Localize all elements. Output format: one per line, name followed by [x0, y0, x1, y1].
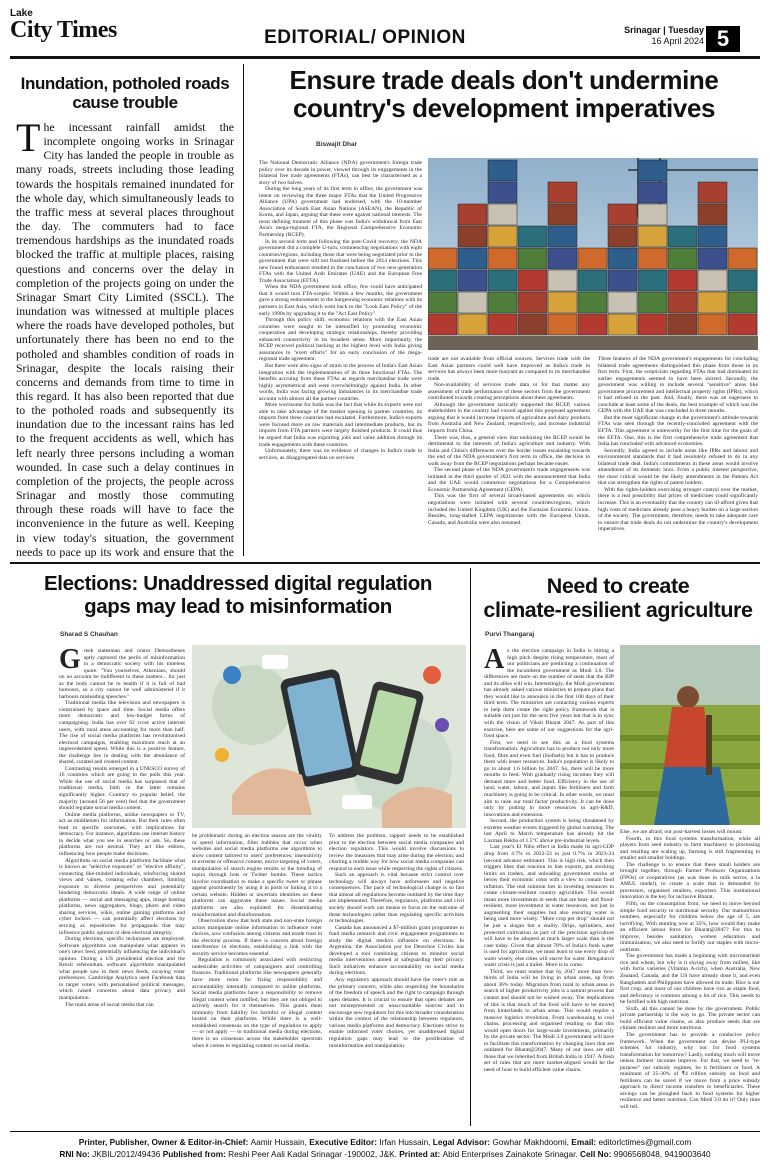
shipping-container — [638, 226, 667, 247]
paragraph: This was the first of several broad-based agreements on which negotiations were initiated with several countries/regions, which included the United Kingdom (UK) and the Eurasian Economic Union. Besides, long-stalled CEPA negotiations with the European Union, Canada, and Australia were also resumed. — [428, 493, 590, 526]
climate-col1-text — [484, 648, 614, 1074]
shipping-container — [518, 270, 547, 291]
paragraph: When the NDA government took office, few could have anticipated that it would turn FTA-sceptic. Within a few months, the government gave a strong endorsement to the burgeoning economic relations with its partners in East Asia, which went back to the "Look East Policy" of the early 1990s by upgrading it to the "Act East Policy". — [259, 284, 422, 317]
shipping-container — [578, 270, 607, 291]
shipping-container — [608, 226, 637, 247]
paragraph: To address the problem, rapport needs to be established prior to the election between social media companies and election regulators. This would involve discussions to review the measures that may arise during the election, and charting a middle way for how social media companies can respond to each issue while respecting the rights of citizens. — [329, 833, 464, 872]
page-number: 5 — [706, 26, 740, 52]
shipping-container — [608, 270, 637, 291]
paragraph: Fifth, on the consumption front, we need to move beyond simple food security to nutritional security. Our malnutrition numbers, especially for children below the age of 5, are horrifying. With stunting now at 35%, how would they make an efficient labour force for Bharat@2047? For this to improve, besides sanitation, women education and immunisation, we also need to fortify our staples with micro-nutrients. — [620, 901, 760, 953]
paragraph: Online media platforms, unlike newspapers or TV, act as middlemen for information. But their rules often lead to specific outcomes, with implications for democracy. For instance, algorithms use internet history to decide what you see in searches or ads. So, these platforms are not neutral. They act like editors, influencing how people make decisions. — [59, 811, 185, 857]
shipping-container — [428, 248, 457, 269]
trade-col2-text — [428, 356, 590, 526]
climate-headline-line2: climate-resilient agriculture — [483, 598, 753, 622]
shipping-container — [458, 248, 487, 269]
shipping-container — [488, 160, 517, 181]
shipping-container — [488, 248, 517, 269]
exec-editor-label: Executive Editor: — [306, 1137, 380, 1147]
trade-headline-line2: country's development imperatives — [292, 93, 716, 123]
elections-headline — [12, 572, 464, 618]
paragraph: Any regulatory approach should have the voter's role as the primary concern, while also respecting the boundaries of the freedom of speech and the right to campaign through open debates. It is crucial to ensure that open debates are not misrepresented or unaccountable sources and to encourage new regulators for this into broader consideration within the context of the relationship between regulators, various media platforms and democracy. Elections strive to enable informed voter choices, yet unaddressed digital regulation gaps may lead to the proliferation of misinformation and manipulation. — [329, 977, 464, 1049]
paragraph: Last year's El Niño effect in India made its agri-GDP drop from 4.7% in 2022-23 to just 0.7% in 2023-24 (second advance estimate). This is high risk, which then triggers likes that reaction to ban exports, put stocking limits on traders, and unloading government stocks at below their economic costs with a view to contain food inflation. The real solution lies in investing resources to create climate-resilient country agriculture. This would mean more investments in seeds that are heat- and flood-resilient, more investment in water resources, not just in augmenting their supplies but also ensuring water is being used more wisely. "More crop per drop" should not be just a slogan but a reality. Drips, sprinklers, and protected cultivation as part of the precision agriculture will have to be adopted at much larger scale than is the case today. Given that almost 78% of India's fresh water is used for agriculture, we must learn to use every drop of water wisely, else cities will starve for water. Bengaluru's water crisis is just a trailer. More is to come. — [484, 844, 614, 969]
logo-small-text: Lake — [10, 8, 33, 19]
elections-col1-text — [59, 648, 185, 1008]
inundation-headline: Inundation, potholed roads cause trouble — [20, 74, 230, 112]
shipping-container — [698, 292, 727, 313]
shipping-container — [488, 204, 517, 225]
rni-number: JKBIL/2012/49436 — [92, 1149, 161, 1159]
shipping-container — [548, 314, 577, 335]
shipping-container — [638, 182, 667, 203]
elections-column-3 — [329, 833, 464, 1126]
climate-headline — [476, 574, 760, 622]
elections-headline-line1: Elections: Unaddressed digital regulation — [44, 572, 432, 595]
climate-column-1 — [484, 648, 614, 1126]
elections-byline: Sharad S Chauhan — [60, 631, 118, 638]
paragraph: Non-availability of services trade data or for that matter any assessment of trade performance of these sectors from the government contributed towards creating perceptions about these agreements. — [428, 382, 590, 402]
shipping-container — [728, 270, 757, 291]
shipping-container — [698, 182, 727, 203]
elections-column-2 — [192, 833, 322, 1126]
elections-dropcap: G — [59, 648, 81, 675]
shipping-container — [458, 270, 487, 291]
shipping-container — [548, 182, 577, 203]
paragraph: There was, thus, a general view that endorsing the RCEP would be detrimental to the interests of India's agriculture and industry. With India and China's differences over the border issues escalating towards the end of the NDA government's first term in office, the decision to walk away from the RCEP negotiations perhaps became easier. — [428, 434, 590, 467]
shipping-container — [638, 160, 667, 181]
published-from-address: Reshi Peer Aali Kadal Srinagar -190002, J&K. — [228, 1149, 397, 1159]
shipping-container — [548, 248, 577, 269]
dateline — [618, 25, 704, 46]
trade-column-1 — [259, 160, 422, 557]
shipping-container — [548, 292, 577, 313]
publisher-label: Printer, Publisher, Owner & Editor-in-Chief: — [78, 1137, 251, 1147]
shipping-container — [488, 182, 517, 203]
paragraph: Canada has announced a $7-million grant programme to fund media research and civic engagement programmes to study the digital media's influence on elections. In Argentina, the Association por los Derechos Civiles has developed a tool combining citizens to monitor social media interventions aimed at safeguarding their privacy. Such initiatives enhance accountability on social media during elections. — [329, 924, 464, 977]
paragraph: The government has made a beginning with micronutrient rice and wheat, but why is it shying away from millets, like with fortis varieties (Vitamin A-rich), when Australia, New Zealand, Canada, and the US have already done it, and even Bangladesh and Philippines have allowed its trade. Rice is our first crop, and most of our children have rice as staple food, and deficiency is common among a lot of rice. This needs to be fortified with high nutrition. — [620, 953, 760, 1006]
paragraph: s the election campaign in India is hitting a high pitch despite rising temperature, most of our politicians are predicting a continuation of the incumbent government as Modi 3.0. The differences are more on the number of seats that the BJP and its allies will win. Interestingly, the Modi government has already asked various ministries to prepare plans that they would like to announce in the first 100 days of their third term. The ministries are contacting various experts to help them create the right policy framework that is suitable not just for the next five years but that is in sync with the vision of Viksit Bharat 2047. As part of this exercise, here are some of our suggestions for the agri-food space. — [484, 648, 614, 740]
trade-column-2 — [428, 356, 590, 556]
paragraph: Through this policy shift, economic relations with the East Asian countries were sought to be intensified by promoting economic cooperation and developing strategic relationships, thereby providing enhanced connectivity in its broadest sense. More importantly, the RCEP received political backing at the highest level with India giving assurances to "exert efforts" for an early conclusion of the mega-regional trade agreement. — [259, 317, 422, 363]
cell-numbers: 9906568048, 9419003640 — [613, 1149, 711, 1159]
climate-column-2 — [620, 829, 760, 1126]
paragraph: During elections, specific techniques are employed. Software algorithms can manipulate what appears in one's news feed, potentially influencing the individual's opinion. During a US presidential election and the Brexit referendum, software algorithms manipulated what people saw in their news feeds, swaying voter preferences. Cambridge Analytica used Facebook data to target voters with personalised political messages, which raised concerns about data privacy and manipulation. — [59, 936, 185, 1001]
legal-advisor-name: Gowhar Makhdoomi, — [492, 1137, 569, 1147]
section-rule — [10, 562, 760, 564]
shipping-container — [518, 292, 547, 313]
shipping-container — [518, 226, 547, 247]
exec-editor-name: Irfan Hussain, — [379, 1137, 431, 1147]
legal-advisor-label: Legal Advisor: — [430, 1137, 493, 1147]
shipping-container — [608, 292, 637, 313]
shipping-container — [638, 270, 667, 291]
email-label: Email: — [568, 1137, 599, 1147]
cell-label: Cell No: — [577, 1149, 614, 1159]
shipping-container — [638, 314, 667, 335]
paragraph: Such an approach is vital because strict control over technology will always have unforeseen and negative consequences. The pace of technological change is so fast that almost all regulations become outdated by the time they are implemented. Therefore, regulators, platforms and civil society should work out means to focus on the outcome of these technologies rather than regulating specific activities or technologies. — [329, 872, 464, 925]
paragraph: First, we need to see this as a food systems transformation. Agriculture has to produce not only more food, fibre and even fuel (biofuels) but it has to produce them with lesser resources. India's population is likely to go to about 1.6 billion by 2047. So, there will be more mouths to feed. With gradually rising incomes they will demand more and better food. Efficiency in the use of land, water, labour, and inputs like fertilisers and farm machinery is going to be critical. In other words, we must aim to raise our total factor productivity. It can be done only by putting in more resources in agri-R&D, innovations and extension. — [484, 739, 614, 818]
paragraph: Sixth, all this cannot be done by the government. Public private partnership is the way to go. The private sector can build efficient value chains, as also produce seeds that are climate resilient and more nutritious. — [620, 1005, 760, 1032]
shipping-container — [458, 314, 487, 335]
shipping-container — [428, 314, 457, 335]
dateline-date: 16 April 2024 — [651, 35, 704, 46]
shipping-container — [698, 204, 727, 225]
climate-headline-line1: Need to create — [546, 574, 690, 598]
paragraph: Secondly, India agreed to include areas like IPRs and labour and environmental standards that it had resolutely refused to do in any bilateral trade deal. India's commitments in these areas would involve amendment of its domestic laws. From a public interest perspective, the most critical would be the likely amendments in the Patents Act that can strengthen the rights of patent holders. — [598, 447, 758, 487]
shipping-container — [578, 248, 607, 269]
inundation-dropcap: T — [16, 120, 41, 160]
inundation-article — [16, 120, 234, 558]
paragraph: In its second term and following the post-Covid recovery, the NDA government did a complete U-turn, commencing negotiations with eight countries/regions, including those that were being negotiated prior to the government that were still not finalised before the 2014 elections. This new found enthusiasm resulted in the conclusion of two new-generation FTAs with the United Arab Emirates (UAE) and the European Free Trade Association (EFTA). — [259, 238, 422, 284]
paragraph: Traditional media like television and newspapers is constrained by space and time. Social media offers more democratic and low-budget forms of campaigning. India has over 82 crore active internet users, with rural areas accounting for more than half. The rise of social media platforms has revolutionised electoral campaigns, enabling maximum reach at an unprecedented speed. While this is a positive feature, the challenge lies in dealing with the abundance of shared, curated and created content. — [59, 700, 185, 766]
paragraph: The challenge is to ensure that these small holders are brought together, through Farmer Producer Organisations (FPOs) or cooperatives (as was done in milk sector, a la AMUL model), to create a scale that is demanded by processors, organised retailers, exporters. This institutional innovation is the key for inclusive Bharat. — [620, 861, 760, 901]
paragraph: Fourth, in this food systems transformation, while all players from seed industry to farm machinery to processing and retailing are scaling up, farming is still fragmenting to smaller and smaller holdings. — [620, 835, 760, 862]
logo-title: City Times — [10, 17, 117, 43]
paragraph: More worrisome for India was the fact that while its exports were not able to take advantage of the market opening in partner countries, its imports from these countries had escalated. Furthermore, India's exports were focused more on raw materials and intermediate products, but its imports from FTA partners were largely finished products. It could thus be argued that India was exporting jobs and value addition through its trade engagements with these countries. — [259, 402, 422, 448]
trade-column-3 — [598, 356, 758, 556]
shipping-container — [608, 248, 637, 269]
shipping-container — [668, 292, 697, 313]
inundation-body: he incessant rainfall amidst the incomplete ongoing works in Srinagar City has landed the people in trouble as many roads, streets including those leading towards the hospitals remained inundated for the whole day, which simultaneously leads to the traffic mess at several places throughout the day. The commuters had to face tremendous hardships as the inundated roads blocked the traffic at multiple places, raising questions and concerns over the delay in completion of the projects going on under the Srinagar Smart City Limited (SSCL). The inundation was witnessed at multiple places where the roads have developed potholes, but unfortunately there has been no end to the potholed and shambles condition of roads in Srinagar, despite the locals raising their concerns and demands from time to time in this regard. It has also been reported that due to the potholed roads and subsequently its inundation due to the incessant rains has led to the frequent accidents as well, which has left nearly three persons including a woman wounded. In case such a delay continues in completion of the projects, the people across Srinagar and mostly those commuting through these roads will have to face the inconvenience in the future as well. Keeping in view today's situation, the government needs to pace up its work and ensure that the — [16, 120, 234, 558]
column-divider — [243, 64, 244, 556]
shipping-container — [458, 226, 487, 247]
climate-byline: Purvi Thangaraj — [485, 631, 535, 638]
shipping-container — [698, 248, 727, 269]
elections-col3-text — [329, 833, 464, 1049]
shipping-container — [728, 248, 757, 269]
trade-headline — [250, 66, 758, 122]
shipping-container — [668, 270, 697, 291]
shipping-container — [488, 270, 517, 291]
shipping-containers-photo — [428, 158, 758, 350]
climate-col2-text — [620, 829, 760, 1111]
shipping-container — [608, 314, 637, 335]
shipping-container — [698, 270, 727, 291]
paragraph: Contrasting results emerged in a UNESCO survey of 16 countries which are going to the polls this year. While the use of social media has surpassed that of traditional media, faith in the latter remains significantly higher. Contrary to popular belief, the majority (around 56 per cent) feel that the government should regulate social media content. — [59, 765, 185, 812]
paragraph: Else, we are afraid, our post-harvest losses will mount. — [620, 829, 743, 835]
shipping-container — [698, 314, 727, 335]
paragraph: The National Democratic Alliance (NDA) government's foreign trade policy over its decade in power, viewed through its engagements in the bilateral free trade agreements (FTAs), can best be characterised as a story of two halves. — [259, 160, 422, 186]
dateline-city: Srinagar | Tuesday — [624, 25, 704, 35]
paragraph: The government has to provide a conducive policy framework. When the government can devise PLI-type schemes for industry, why not for food systems transformation for tomorrow? Lastly, nothing much will move unless farmers' incomes improve. For that, we need to "re-purpose" our subsidy regimes, be it fertilisers or food. A minimum of 25-30% of ₹4 trillion subsidy on food and fertilisers can be saved if we move from a price subsidy approach to direct income transfers to beneficiaries. These savings can be ploughed back to food systems for higher resilience and better nutrition. Can Modi 3.0 do it? Only time will tell. — [620, 1031, 760, 1110]
paragraph: be problematic during an election season are the virality or speed information, filter bubbles that occur when websites and social media platforms use algorithms to show content tailored to users' preferences, insensitivity to extreme or offensive content, micro-targeting of voters, manipulation of search engine results or the trending of topics through bots or Twitter bombs. These tactics involve coordination to make a specific tweet or phrase appear prominently by using it in posts or linking it to a certain website. Hidden or uncertain identities on these platforms can aggravate these issues. Social media platforms are also exploited for disseminating misinformation and disinformation. — [192, 833, 322, 918]
paragraph: During the long years of its first term in office, the government was intent on reviewing the three major FTAs that the United Progressive Alliance (UPA) government had endorsed, with the 10-member Association of South East Asian Nations (ASEAN), the Republic of Korea, and Japan, arguing that these were against national interests. The most defining moment of this phase was India's withdrawal from East Asia's mega-regional FTA, the Regional Comprehensive Economic Partnership (RCEP). — [259, 186, 422, 239]
shipping-container — [548, 270, 577, 291]
shipping-container — [578, 314, 607, 335]
paragraph: Unfortunately, there was no evidence of changes in India's trade in services, as disaggregated data on services — [259, 448, 422, 461]
paragraph: With the rights-holders exercising stronger control over the market, there is a real possibility that prices of medicines could significantly increase. This is an eventuality that the country can ill-afford given that high costs of medicines already pose a heavy burden on a large section of the society. The government, therefore, needs to take adequate care to ensure that trade deals do not undermine the country's development imperatives. — [598, 486, 758, 533]
shipping-container — [488, 292, 517, 313]
elections-col2-text — [192, 833, 322, 1049]
shipping-container — [668, 226, 697, 247]
section-title: EDITORIAL/ OPINION — [264, 27, 466, 48]
shipping-container — [548, 226, 577, 247]
shipping-container — [698, 226, 727, 247]
elections-headline-line2: gaps may lead to misinformation — [84, 595, 392, 618]
trade-byline: Biswajit Dhar — [316, 141, 358, 148]
shipping-container — [488, 314, 517, 335]
paragraph: Three features of the NDA government's engagements for concluding bilateral trade agreements distinguished this phase from those in its first term. First, the scepticism regarding FTAs that had dominated its earlier engagements seemed to have been shirred. Secondly, the government was willing to include several "sensitive" areas like government procurement and intellectual property rights (IPRs), which it had refused in the past. And, finally, there was an eagerness to conclude at least some of the deals, the best example of which was the CEPA with the UAE that was concluded in three months. — [598, 356, 758, 415]
shipping-container — [428, 270, 457, 291]
paragraph: Observation show that both state and non-state foreign actors manipulate online information to influence voter choices, sow confusion among citizens and erode trust in the electoral process. If there is concern about foreign interference in elections, establishing a link with the security service becomes essential. — [192, 918, 322, 957]
shipping-container — [608, 204, 637, 225]
shipping-container — [668, 248, 697, 269]
footer-rule — [10, 1131, 760, 1132]
paragraph: Although the government tactically supported the RCEP, various stakeholders in the country had voiced against this proposed agreement arguing that it would increase imports of agriculture and dairy products from Australia and New Zealand, respectively, and increase industrial imports from China. — [428, 401, 590, 435]
shipping-container — [728, 292, 757, 313]
imprint-line-2 — [10, 1148, 760, 1160]
shipping-container — [458, 204, 487, 225]
shipping-container — [458, 292, 487, 313]
paragraph: The main areas of social media that can — [65, 1001, 154, 1008]
shipping-container — [488, 226, 517, 247]
paragraph: trade are not available from official sources. Services trade with the East Asian partners could well have improved as India's trade in services has always been more buoyant as compared to its merchandise trade. — [428, 356, 590, 382]
masthead-rule — [10, 56, 760, 59]
trade-headline-line1: Ensure trade deals don't undermine — [289, 65, 719, 95]
owner-name: Aamir Hussain, — [250, 1137, 307, 1147]
trade-col3-text — [598, 356, 758, 533]
paragraph: But the most significant change in the government's attitude towards FTAs was seen through the recently-concluded agreement with the EFTA. This agreement is noteworthy for the first time for the goals of the EFTA. One, this is the first comprehensive trade agreement that India has concluded with advanced economies. — [598, 414, 758, 448]
elections-column-1 — [59, 648, 185, 1126]
paragraph: But there were also signs of strain in the process of India's East Asian integration with the implementation of its three functional FTAs. The benefits accruing from these FTAs as regards merchandise trade were highly asymmetrical and were overwhelmingly against India. In other words, India was facing growing imbalances in its merchandise trade account with almost all the partner countries. — [259, 362, 422, 402]
paragraph: reek statesman and orator Demosthenes aptly captured the perils of misinformation in a democratic society with his timeless quote: "You yourselves, Athenians, should on no account be indifferent to these matters... for just as the body cannot be in health if it is full of bad humours, so a city cannot be well administered if it harbours misleading speeches." — [59, 648, 185, 700]
shipping-container — [548, 204, 577, 225]
shipping-container — [668, 314, 697, 335]
shipping-container — [638, 292, 667, 313]
climate-dropcap: A — [484, 648, 505, 675]
printed-at-label: Printed at: — [396, 1149, 443, 1159]
shipping-container — [638, 248, 667, 269]
farmer-field-photo — [620, 645, 760, 825]
newspaper-logo — [10, 9, 142, 55]
column-divider-bottom — [470, 568, 471, 1126]
trade-col1-text — [259, 160, 422, 461]
shipping-container — [578, 292, 607, 313]
paragraph: Algorithms on social media platforms facilitate what is known as "selective exposure" or "elective affinity", connecting like-minded individuals, reinforcing shared views and values, creating echo chambers, limiting exposure to diverse perspectives and potentially hindering democratic ideals. A wide range of online platforms — social and messaging apps, image hosting platforms, news aggregators, blogs, photo and video sharing services, wikis, online gaming platforms and cyber lockers — can potentially affect elections by serving as repositories for propaganda that may influence public opinion or dent electoral integrity. — [59, 857, 185, 936]
shipping-container — [728, 314, 757, 335]
published-from-label: Published from: — [160, 1149, 229, 1159]
paragraph: The second phase of the NDA government's trade engagements was initiated in the third quarter of 2021 with the announcement that India and the UAE would commence negotiations for a Comprehensive Economic Partnership Agreement (CEPA). — [428, 467, 590, 493]
shipping-container — [518, 314, 547, 335]
paragraph: Second, the production system is being threatened by extreme weather events triggered by global warming. The last April to March temperature has already hit the Laxman Rekha of 1.5°C above pre-industrial levels. — [484, 818, 614, 844]
shipping-container — [638, 204, 667, 225]
imprint-footer — [10, 1136, 760, 1160]
rni-label: RNI No: — [59, 1149, 93, 1159]
paragraph: Regulation is commonly associated with restricting undesirable activities of campaigners and controlling finances. Traditional platforms like newspapers generally have more room for fixing responsibility and accountability internally compared to online platforms. Social media platforms have a responsibility to remove illegal content when notified, but they are not obliged to actively search for it themselves. This grants them immunity from liability for harmful or illegal content hosted on their platforms. While there is a well-established consensus on the type of regulation to apply — or not apply — to traditional media during elections, there is no consensus across the stakeholder spectrum when it comes to regulating content on social media. — [192, 957, 322, 1049]
email-address: editorlctimes@gmail.com — [598, 1137, 692, 1147]
paragraph: Third, we must realise that by 2047 more than two-thirds of India will be living in urban areas, up from about 36% today. Migration from rural to urban areas in search of higher productivity jobs is a natural process that cannot and should not be wished away. The implications of this is that much of the food will have to be moved from hinterlands to urban areas. This would require a massive logistics revolution. From warehousing to cool chains, processing and organised retailing so that this would open doors for large-scale investments, primarily by the private sector. The Modi 3.0 government will have to facilitate this transformation by changing laws that are outdated for Bharat@2047. Many of our laws are still those that we inherited from British India in 1947. A fresh set of rules that are more market-aligned would be the need of hour to build efficient value chains. — [484, 968, 614, 1073]
imprint-line-1 — [10, 1136, 760, 1148]
shipping-container — [518, 248, 547, 269]
social-media-illustration — [192, 645, 466, 828]
shipping-container — [428, 292, 457, 313]
printed-at-name: Abid Enterprises Zainakote Srinagar. — [442, 1149, 578, 1159]
